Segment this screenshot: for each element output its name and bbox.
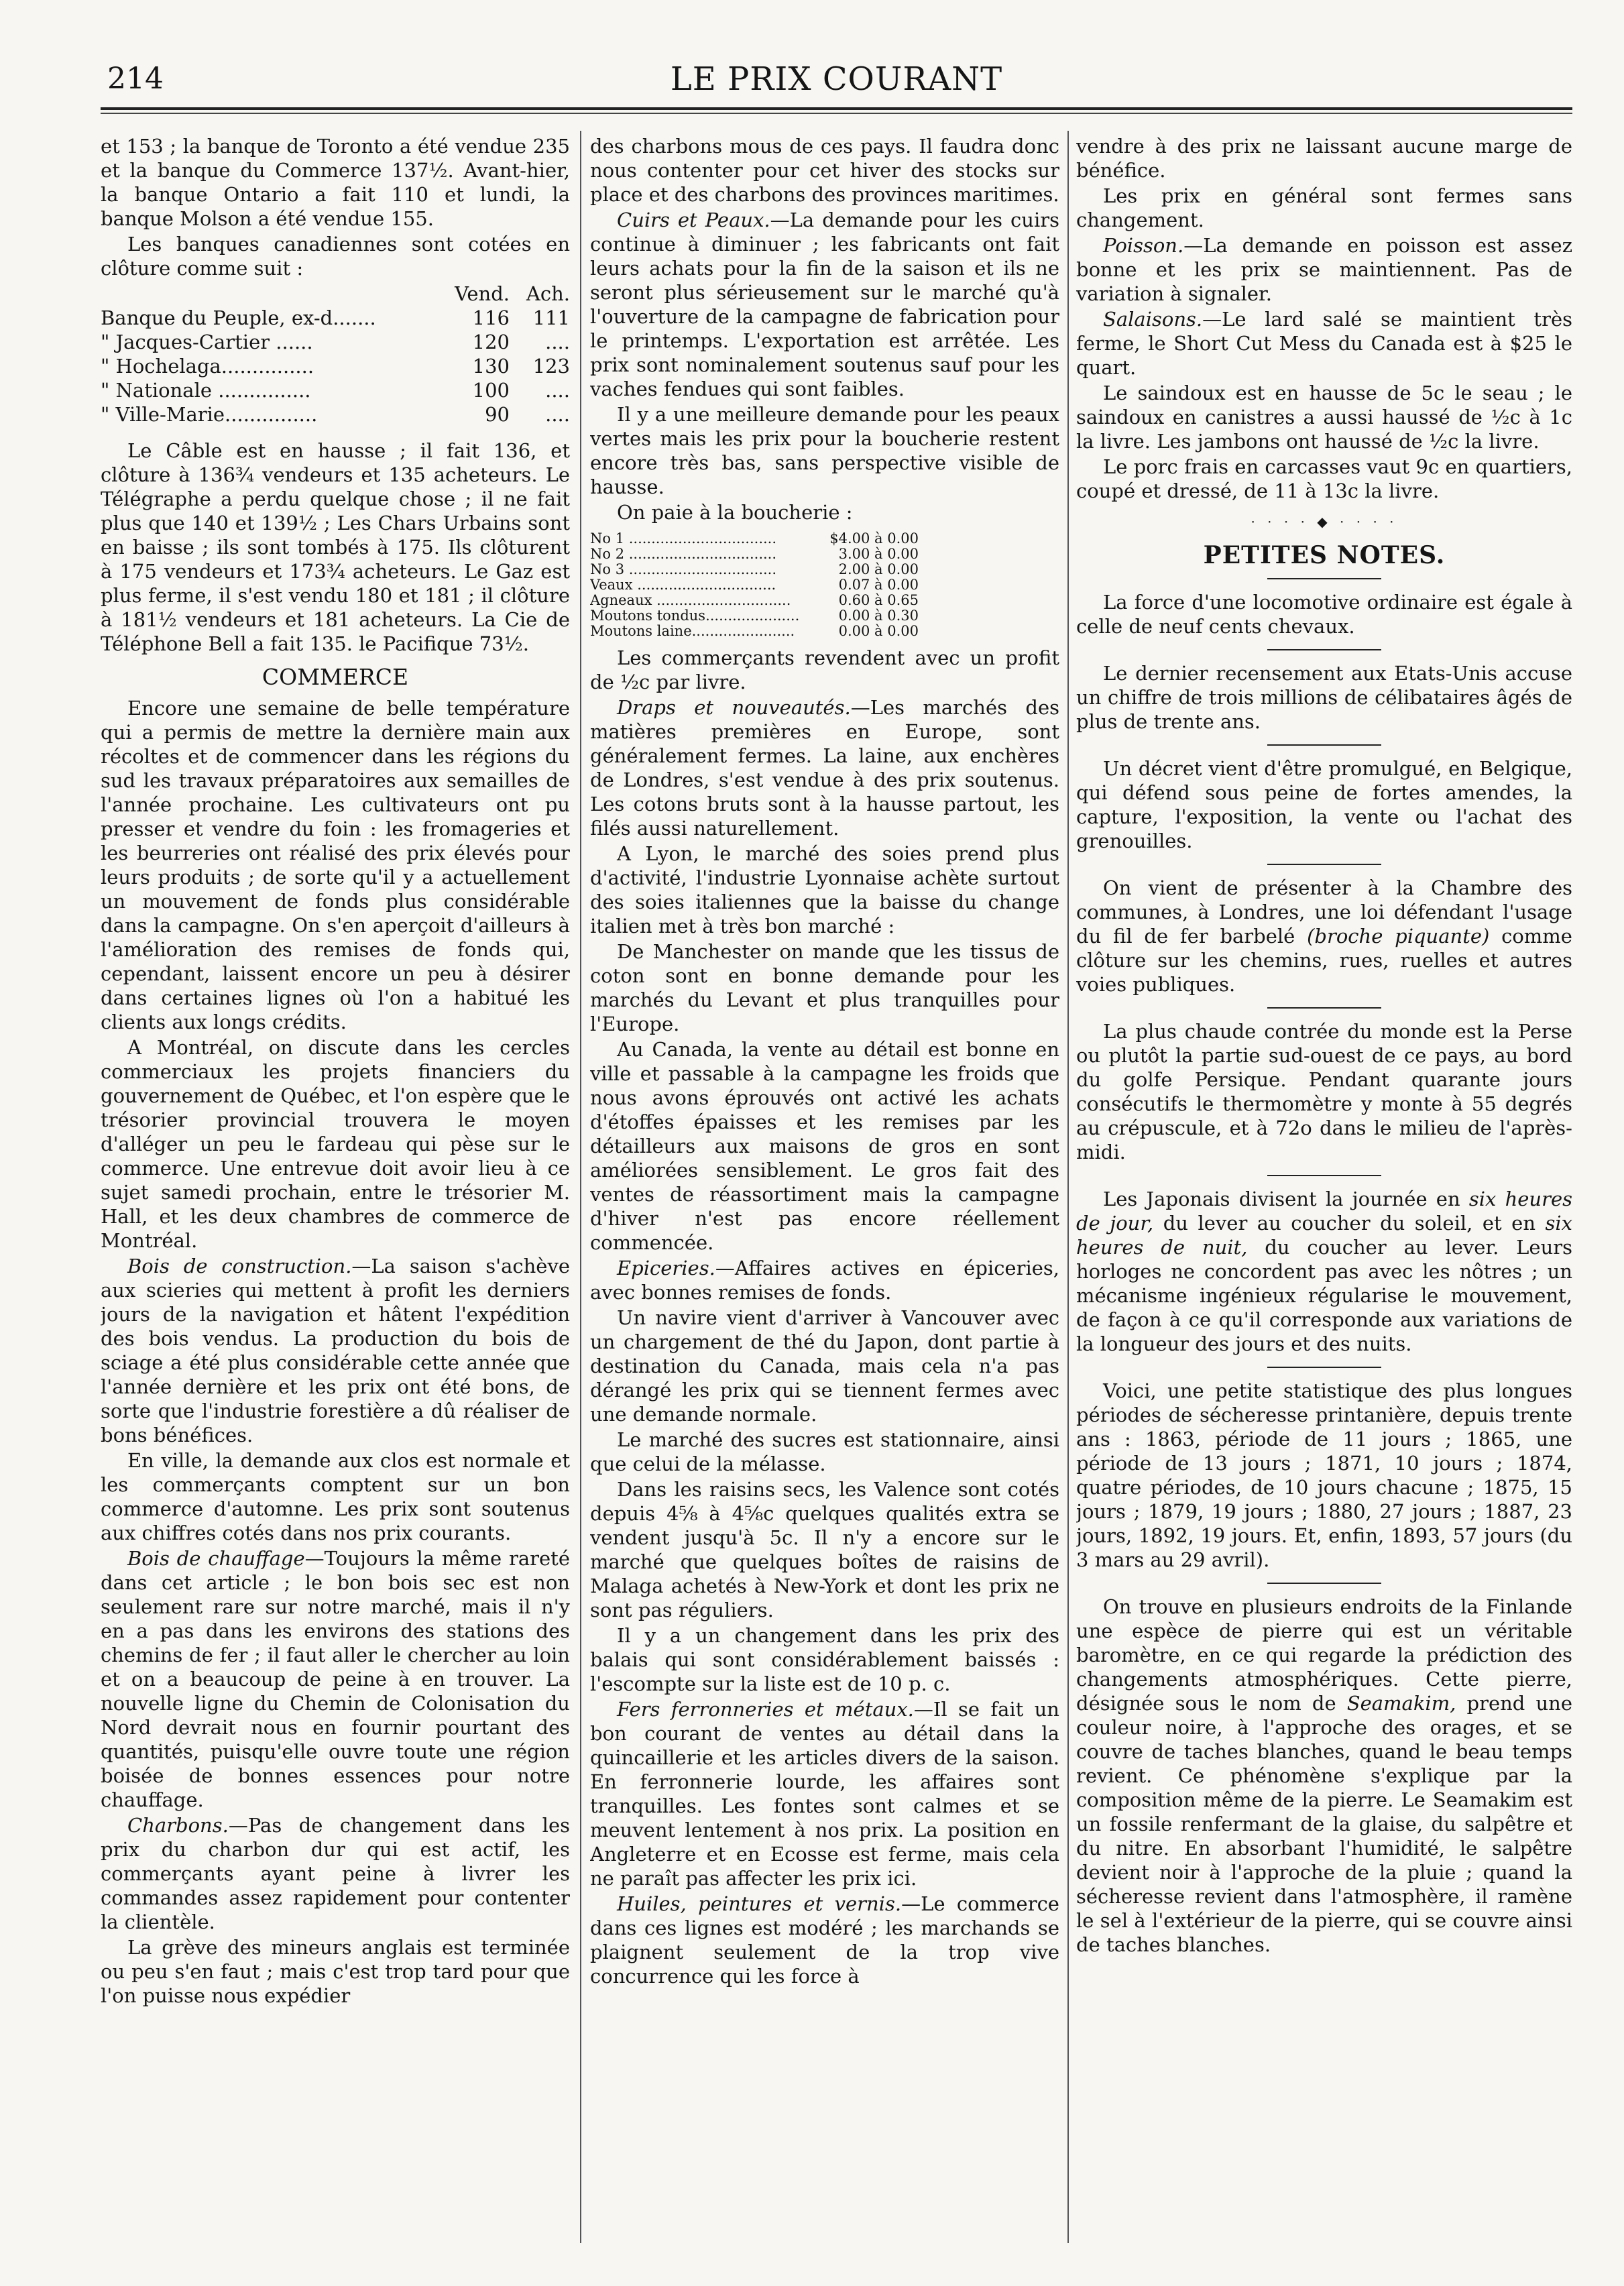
paragraph: Le porc frais en carcasses vaut 9c en quartiers, coupé et dressé, de 11 à 13c la livre. bbox=[1076, 455, 1572, 502]
header-rule-thin bbox=[101, 113, 1572, 114]
run-in-heading: Salaisons. bbox=[1103, 308, 1203, 331]
divider bbox=[1267, 649, 1381, 650]
bank-name: Banque du Peuple, ex-d....... bbox=[101, 306, 376, 329]
item-name: No 2 ................................. bbox=[590, 546, 777, 562]
note: La plus chaude contrée du monde est la Perse ou plutôt la partie sud-ouest de ce pays, au bord du golfe Persique. Pendant quarante jours consécutifs le thermomètre y monte à 55 degrés au crépuscule, et à 72o dans le milieu de l'après-midi. bbox=[1076, 1020, 1572, 1163]
item-price: 0.60 à 0.65 bbox=[838, 592, 919, 608]
paragraph: A Lyon, le marché des soies prend plus d'activité, l'industrie Lyonnaise achète surtout des soies italiennes que la baisse du change italien met à très bon marché : bbox=[590, 842, 1059, 937]
paragraph: Encore une semaine de belle température qui a permis de mettre la dernière main aux récoltes et de commencer dans les régions du sud les travaux préparatoires aux semailles de l'année prochaine. Les cultivateurs ont pu presser et vendre du foin : les fromageries et les beurreries ont réalisé des prix élevés pour leurs produits ; de sorte qu'il y a actuellement un mouvement de fonds plus considérable dans la campagne. On s'en aperçoit d'ailleurs à l'amélioration des remises de fonds qui, cependant, laissent encore un peu à désirer dans certaines lignes où l'on a habitué les clients aux longs crédits. bbox=[101, 697, 570, 1033]
note-text: prend une couleur noire, à l'approche des orages, et se couvre de taches blanches, quand le beau temps revient. Ce phénomène s'explique par la composition même de la pierre. Le Seamakim est un fossile renfermant de la glaise, du salpêtre et du nitre. En absorbant l'humidité, le salpêtre devient noir à l'approche de la pluie ; quand la sécheresse revient dans l'atmosphère, il ramène le sel à l'extérieur de la pierre, qui se couvre ainsi de taches blanches. bbox=[1076, 1692, 1572, 1956]
note-italic: six heures de nuit, bbox=[1076, 1212, 1572, 1259]
note-text: du lever au coucher du soleil, et en bbox=[1153, 1212, 1546, 1235]
item-name: Agneaux .............................. bbox=[590, 592, 791, 608]
bank-ach: 123 bbox=[532, 355, 570, 378]
divider bbox=[1267, 864, 1381, 865]
paragraph: Les prix en général sont fermes sans changement. bbox=[1076, 184, 1572, 231]
paragraph: et 153 ; la banque de Toronto a été vendue 235 et la banque du Commerce 137½. Avant-hier, la banque Ontario a fait 110 et lundi, la banque Molson a été vendue 155. bbox=[101, 135, 570, 230]
note-italic: (broche piquante) bbox=[1307, 925, 1490, 948]
bank-quotes-table bbox=[101, 282, 570, 426]
paragraph bbox=[590, 1697, 1059, 1890]
paragraph: En ville, la demande aux clos est normale et les commerçants comptent sur un bon commerce d'automne. Les prix sont soutenus aux chiffres cotés dans nos prix courants. bbox=[101, 1449, 570, 1544]
paragraph: Au Canada, la vente au détail est bonne en ville et passable à la campagne les froids que nous avons éprouvés ont activé les achats d'étoffes épaisses et les remises par les détailleurs aux maisons de gros en sont améliorées sensiblement. Le gros fait des ventes de réassortiment mais la campagne d'hiver n'est pas encore réellement commencée. bbox=[590, 1038, 1059, 1254]
paragraph: Il y a une meilleure demande pour les peaux vertes mais les prix pour la boucherie restent encore très bas, sans perspective visible de hausse. bbox=[590, 403, 1059, 498]
paragraph: Dans les raisins secs, les Valence sont cotés depuis 4⅝ à 4⅝c quelques qualités extra se vendent jusqu'à 5c. Il n'y a encore sur le marché que quelques boîtes de raisins de Malaga achetés à New-York et dont les prix ne sont pas réguliers. bbox=[590, 1478, 1059, 1621]
paragraph-text: —Le lard salé se maintient très ferme, le Short Cut Mess du Canada est à $25 le quart. bbox=[1076, 308, 1572, 379]
bank-vend: 100 bbox=[472, 379, 510, 402]
paragraph: Le saindoux est en hausse de 5c le seau ; le saindoux en canistres a aussi haussé de ½c à 1c la livre. Les jambons ont haussé de ½c la livre. bbox=[1076, 382, 1572, 453]
item-price: $4.00 à 0.00 bbox=[829, 530, 919, 547]
bank-vend: 130 bbox=[472, 355, 510, 378]
bank-name: " Nationale ............... bbox=[101, 379, 311, 402]
note-text: On vient de présenter à la Chambre des communes, à Londres, une loi défendant l'usage du fil de fer barbelé bbox=[1076, 876, 1572, 948]
run-in-heading: Charbons. bbox=[127, 1814, 229, 1837]
table-row bbox=[101, 378, 570, 402]
section-heading-commerce: COMMERCE bbox=[262, 664, 409, 690]
divider bbox=[1267, 578, 1381, 579]
paragraph: De Manchester on mande que les tissus de coton sont en bonne demande pour les marchés du Levant et plus tranquilles pour l'Europe. bbox=[590, 940, 1059, 1035]
paragraph-text: —Pas de changement dans les prix du charbon dur qui est actif, les commerçants ayant peine à livrer les commandes assez rapidement pour contenter la clientèle. bbox=[101, 1814, 570, 1933]
paragraph: vendre à des prix ne laissant aucune marge de bénéfice. bbox=[1076, 135, 1572, 182]
run-in-heading: Cuirs et Peaux. bbox=[617, 209, 770, 231]
paragraph: Un navire vient d'arriver à Vancouver avec un chargement de thé du Japon, dont partie à destination du Canada, mais cela n'a pas dérangé les prix qui se tiennent fermes avec une demande normale. bbox=[590, 1306, 1059, 1426]
divider bbox=[1267, 744, 1381, 746]
table-header-row bbox=[101, 282, 570, 306]
paragraph: Les banques canadiennes sont cotées en clôture comme suit : bbox=[101, 233, 570, 280]
note-text: du coucher au lever. Leurs horloges ne concordent pas avec les nôtres ; un mécanisme ingénieux régularise le mouvement, de façon à ce qu'il corresponde aux variations de la longueur des jours et des nuits. bbox=[1076, 1236, 1572, 1355]
table-row bbox=[101, 402, 570, 426]
paragraph: Les commerçants revendent avec un profit de ½c par livre. bbox=[590, 646, 1059, 693]
item-price: 0.07 à 0.00 bbox=[838, 577, 919, 593]
item-name: Veaux ............................... bbox=[590, 577, 776, 593]
divider bbox=[1267, 1367, 1381, 1368]
bank-ach: 111 bbox=[532, 306, 570, 329]
paragraph: La grève des mineurs anglais est terminée ou peu s'en faut ; mais c'est trop tard pour que l'on puisse nous expédier bbox=[101, 1936, 570, 2007]
run-in-heading: Fers ferronneries et métaux. bbox=[617, 1698, 914, 1721]
note: Le dernier recensement aux Etats-Unis accuse un chiffre de trois millions de célibataires âgés de plus de trente ans. bbox=[1076, 662, 1572, 733]
column-header-ach: Ach. bbox=[526, 282, 570, 305]
paragraph bbox=[590, 1256, 1059, 1304]
bank-name: " Hochelaga............... bbox=[101, 355, 314, 378]
note-italic: six heures de jour, bbox=[1076, 1188, 1572, 1235]
note-text: comme clôture sur les chemins, rues, ruelles et autres voies publiques. bbox=[1076, 925, 1572, 996]
paragraph: On paie à la boucherie : bbox=[617, 501, 853, 524]
table-row bbox=[101, 330, 570, 354]
item-name: No 1 ................................. bbox=[590, 530, 777, 547]
table-row bbox=[101, 354, 570, 378]
item-name: Moutons laine....................... bbox=[590, 623, 795, 639]
column-divider bbox=[580, 131, 581, 2243]
run-in-heading: Bois de construction. bbox=[127, 1255, 352, 1277]
note-text: On trouve en plusieurs endroits de la Finlande une espèce de pierre qui est un véritable baromètre, en ce qui regarde la prédiction des changements atmosphériques. Cette pierre, désignée sous le nom de bbox=[1076, 1595, 1572, 1715]
paragraph bbox=[590, 1892, 1059, 1988]
run-in-heading: Epiceries. bbox=[617, 1257, 715, 1279]
item-price: 3.00 à 0.00 bbox=[838, 546, 919, 562]
header-rule bbox=[101, 107, 1572, 110]
column-3 bbox=[1076, 134, 1572, 2246]
hides-price-table bbox=[590, 531, 919, 639]
table-row bbox=[590, 593, 919, 608]
bank-ach: .... bbox=[545, 331, 570, 353]
paragraph: A Montréal, on discute dans les cercles commerciaux les projets financiers du gouvernement de Québec, et l'on espère que le trésorier provincial trouvera le moyen d'alléger un peu le fardeau qui pèse sur le commerce. Une entrevue doit avoir lieu à ce sujet samedi prochain, entre le trésorier M. Hall, et les deux chambres de commerce de Montréal. bbox=[101, 1036, 570, 1252]
paragraph bbox=[590, 208, 1059, 401]
paragraph bbox=[1076, 233, 1572, 306]
paragraph bbox=[101, 1813, 570, 1934]
paragraph-text: —La demande en poisson est assez bonne et les prix se maintiennent. Pas de variation à signaler. bbox=[1076, 234, 1572, 305]
item-name: No 3 ................................. bbox=[590, 561, 777, 577]
note bbox=[1076, 876, 1572, 996]
column-divider bbox=[1067, 131, 1069, 2243]
table-row bbox=[101, 306, 570, 330]
note bbox=[1076, 1595, 1572, 1957]
paragraph-text: —Le commerce dans ces lignes est modéré ; les marchands se plaignent seulement de la trop vive concurrence qui les force à bbox=[590, 1892, 1059, 1988]
note: Un décret vient d'être promulgué, en Belgique, qui défend sous peine de fortes amendes, la capture, l'exposition, la vente ou l'achat des grenouilles. bbox=[1076, 757, 1572, 852]
table-row bbox=[590, 547, 919, 562]
paragraph: Le Câble est en hausse ; il fait 136, et clôture à 136¾ vendeurs et 135 acheteurs. Le Télégraphe a perdu quelque chose ; il ne fait plus que 140 et 139½ ; Les Chars Urbains sont en baisse ; ils sont tombés à 175. Ils clôturent à 175 vendeurs et 173¾ acheteurs. Le Gaz est plus ferme, il s'est vendu 180 et 181 ; il clôture à 181½ vendeurs et 181 acheteurs. La Cie de Téléphone Bell a fait 135. le Pacifique 73½. bbox=[101, 439, 570, 655]
ornament-divider: · · · · ◆ · · · · bbox=[1251, 514, 1398, 530]
table-row bbox=[590, 531, 919, 547]
divider bbox=[1267, 1583, 1381, 1584]
note-italic: Seamakim, bbox=[1346, 1692, 1456, 1715]
bank-ach: .... bbox=[545, 403, 570, 426]
table-row bbox=[590, 608, 919, 624]
paragraph-text: —Affaires actives en épiceries, avec bonnes remises de fonds. bbox=[590, 1257, 1059, 1304]
note-text: Les Japonais divisent la journée en bbox=[1103, 1188, 1469, 1210]
note: La force d'une locomotive ordinaire est égale à celle de neuf cents chevaux. bbox=[1076, 591, 1572, 638]
bank-ach: .... bbox=[545, 379, 570, 402]
journal-title: LE PRIX COURANT bbox=[670, 60, 1003, 98]
bank-name: " Ville-Marie............... bbox=[101, 403, 318, 426]
paragraph bbox=[101, 1546, 570, 1812]
item-price: 0.00 à 0.00 bbox=[838, 623, 919, 639]
page-number: 214 bbox=[107, 62, 164, 96]
table-row bbox=[590, 562, 919, 577]
column-1 bbox=[101, 134, 570, 2246]
paragraph bbox=[101, 1254, 570, 1447]
paragraph: des charbons mous de ces pays. Il faudra donc nous contenter pour cet hiver des stocks sur place et des charbons des provinces maritimes. bbox=[590, 135, 1059, 206]
paragraph bbox=[1076, 307, 1572, 380]
run-in-heading: Huiles, peintures et vernis. bbox=[617, 1892, 902, 1915]
item-price: 2.00 à 0.00 bbox=[838, 561, 919, 577]
run-in-heading: Draps et nouveautés. bbox=[617, 696, 851, 719]
bank-vend: 90 bbox=[485, 403, 510, 426]
run-in-heading: Bois de chauffage bbox=[127, 1547, 305, 1570]
paragraph: Le marché des sucres est stationnaire, ainsi que celui de la mélasse. bbox=[590, 1428, 1059, 1475]
paragraph-text: —La demande pour les cuirs continue à diminuer ; les fabricants ont fait leurs achats pour la fin de la saison et ils ne seront plus sérieusement sur le marché qu'à l'ouverture de la campagne de fabrication pour le printemps. L'exportation est arrêtée. Les prix sont nominalement soutenus sauf pour les vaches fendues qui sont faibles. bbox=[590, 209, 1059, 400]
item-name: Moutons tondus..................... bbox=[590, 608, 800, 624]
paragraph-text: —Toujours la même rareté dans cet article ; le bon bois sec est non seulement rare sur notre marché, mais il n'y en a pas dans les environs des stations des chemins de fer ; il faut aller le chercher au loin et on a beaucoup de peine à en trouver. La nouvelle ligne du Chemin de Colonisation du Nord devrait nous en fournir pourtant des quantités, puisqu'elle ouvre toute une région boisée de bonnes essences pour notre chauffage. bbox=[101, 1547, 570, 1811]
table-row bbox=[590, 577, 919, 593]
column-2 bbox=[590, 134, 1059, 2246]
divider bbox=[1267, 1175, 1381, 1176]
run-in-heading: Poisson. bbox=[1103, 234, 1184, 257]
paragraph bbox=[590, 695, 1059, 840]
bank-vend: 120 bbox=[472, 331, 510, 353]
column-header-vend: Vend. bbox=[455, 282, 510, 305]
note: Voici, une petite statistique des plus longues périodes de sécheresse printanière, depuis trente ans : 1863, période de 11 jours ; 1865, une période de 13 jours ; 1871, 10 jours ; 1874, quatre périodes, de 10 jours chacune ; 1875, 15 jours ; 1879, 19 jours ; 1880, 27 jours ; 1887, 23 jours, 1892, 19 jours. Et, enfin, 1893, 57 jours (du 3 mars au 29 avril). bbox=[1076, 1379, 1572, 1571]
paragraph-text: —Il se fait un bon courant de ventes au détail dans la quincaillerie et les articles divers de la saison. En ferronnerie lourde, les affaires sont tranquilles. Les fontes sont calmes et se meuvent lentement à nos prix. La position en Angleterre et en Ecosse est ferme, mais cela ne paraît pas affecter les prix ici. bbox=[590, 1698, 1059, 1890]
page-header bbox=[101, 54, 1572, 107]
section-heading-petites-notes: PETITES NOTES. bbox=[1203, 541, 1446, 569]
paragraph: Il y a un changement dans les prix des balais qui sont considérablement baissés : l'escompte sur la liste est de 10 p. c. bbox=[590, 1624, 1059, 1695]
divider bbox=[1267, 1007, 1381, 1009]
item-price: 0.00 à 0.30 bbox=[838, 608, 919, 624]
table-row bbox=[590, 624, 919, 639]
paragraph-text: —Les marchés des matières premières en Europe, sont généralement fermes. La laine, aux enchères de Londres, s'est vendue à des prix soutenus. Les cotons bruts sont à la hausse partout, les filés aussi naturellement. bbox=[590, 696, 1059, 840]
paragraph-text: —La saison s'achève aux scieries qui mettent à profit les derniers jours de la navigation et hâtent l'expédition des bois vendus. La production du bois de sciage a été plus considérable cette année que l'année dernière et les prix ont été bons, de sorte que l'industrie forestière a dû réaliser de bons bénéfices. bbox=[101, 1255, 570, 1446]
note bbox=[1076, 1187, 1572, 1356]
bank-vend: 116 bbox=[472, 306, 510, 329]
bank-name: " Jacques-Cartier ...... bbox=[101, 331, 313, 353]
